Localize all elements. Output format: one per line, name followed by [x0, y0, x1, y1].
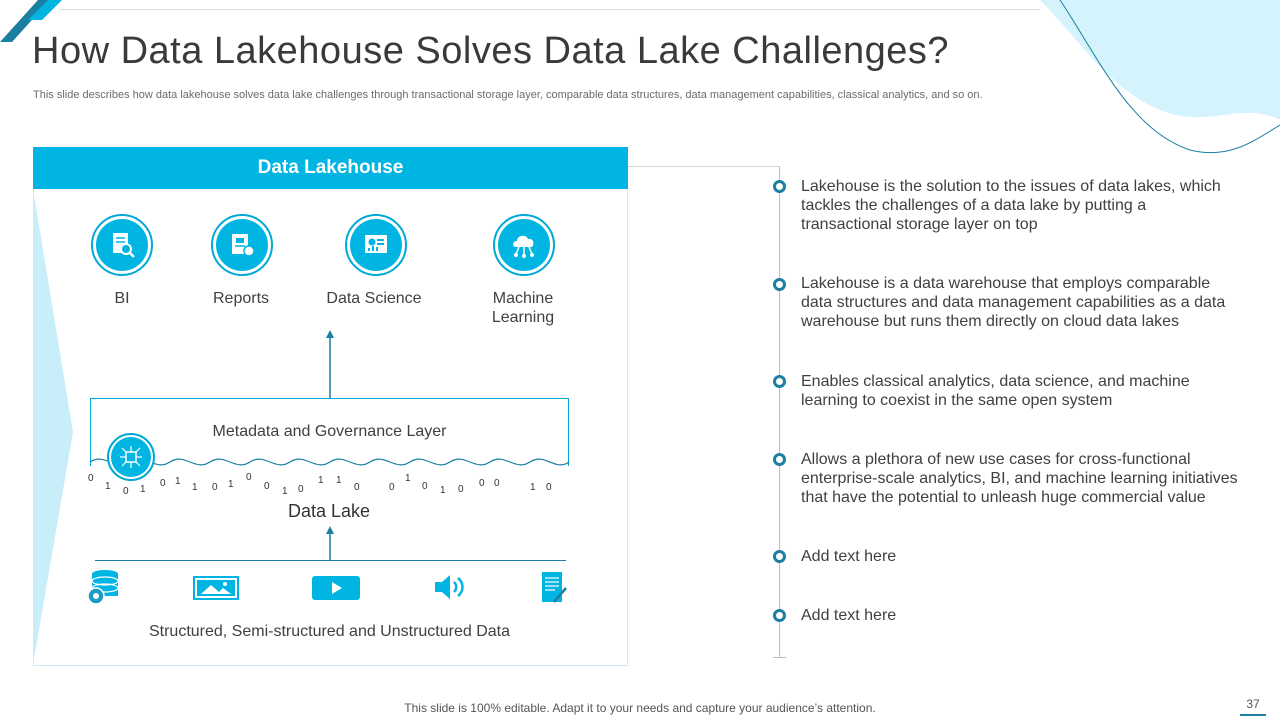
data-science-icon-circle	[345, 214, 407, 276]
bullet-text-2: Lakehouse is a data warehouse that employs comparable data structures and data management capabilities as a data warehouse but runs them directly on cloud data lakes	[801, 275, 1226, 330]
timeline-dot	[773, 453, 786, 466]
bit: 0	[264, 481, 270, 492]
bit: 0	[354, 482, 360, 493]
data-lake-label: Data Lake	[287, 501, 371, 521]
bit: 0	[494, 478, 500, 489]
cloud-network-icon	[508, 229, 540, 261]
bit: 0	[246, 472, 252, 483]
category-label-data-science: Data Science	[326, 290, 422, 307]
machine-learning-icon-circle	[493, 214, 555, 276]
video-play-icon	[312, 576, 360, 600]
bit: 0	[546, 482, 552, 493]
bit: 0	[479, 478, 485, 489]
image-icon	[193, 576, 239, 600]
bit: 0	[88, 473, 94, 484]
timeline-dot	[773, 278, 786, 291]
timeline-dot	[773, 609, 786, 622]
bit: 0	[389, 482, 395, 493]
timeline-dot	[773, 550, 786, 563]
bit: 1	[440, 485, 446, 496]
database-gear-icon	[83, 567, 123, 607]
timeline-end-cap	[773, 657, 786, 658]
panel-header: Data Lakehouse	[33, 147, 628, 189]
bit: 0	[123, 486, 129, 497]
processor-icon-circle	[107, 433, 155, 481]
arrow-up-to-categories	[320, 330, 340, 400]
bullet-text-1: Lakehouse is the solution to the issues of data lakes, which tackles the challenges of a data lake by putting a transactional storage layer on top	[801, 178, 1221, 233]
data-wave	[90, 448, 570, 478]
timeline-dot	[773, 375, 786, 388]
bit: 1	[282, 486, 288, 497]
top-divider	[60, 9, 1040, 10]
bit: 0	[160, 478, 166, 489]
bi-icon-circle	[91, 214, 153, 276]
page-number-underline	[1240, 714, 1266, 716]
category-label-bi: BI	[114, 290, 130, 307]
report-search-icon	[107, 230, 137, 260]
bit: 0	[212, 482, 218, 493]
bullet-text-3: Enables classical analytics, data science, and machine learning to coexist in the same open system	[801, 373, 1190, 409]
slide-subtitle: This slide describes how data lakehouse solves data lake challenges through transactional storage layer, comparable data structures, data management capabilities, classical analytics, and so on.	[33, 89, 983, 101]
sources-divider	[95, 560, 566, 561]
bit: 0	[422, 481, 428, 492]
bit: 1	[405, 473, 411, 484]
category-label-reports: Reports	[212, 290, 270, 307]
sources-label: Structured, Semi-structured and Unstructured Data	[148, 623, 511, 640]
timeline-connector	[628, 166, 780, 167]
bit: 1	[318, 475, 324, 486]
timeline-line	[779, 166, 780, 657]
bit: 1	[140, 484, 146, 495]
bit: 1	[228, 479, 234, 490]
bit: 1	[192, 482, 198, 493]
slide-footer: This slide is 100% editable. Adapt it to your needs and capture your audience’s attention.	[404, 701, 876, 715]
bit: 1	[105, 481, 111, 492]
bit: 1	[336, 475, 342, 486]
processor-icon	[118, 444, 144, 470]
document-edit-icon	[540, 570, 570, 606]
category-label-machine-learning: Machine Learning	[491, 290, 555, 326]
page-number: 37	[1246, 697, 1260, 711]
reports-icon	[227, 230, 257, 260]
bit: 1	[175, 476, 181, 487]
bit: 0	[458, 484, 464, 495]
slide-title: How Data Lakehouse Solves Data Lake Challenges?	[32, 30, 950, 72]
bit: 0	[298, 484, 304, 495]
metadata-governance-label: Metadata and Governance Layer	[212, 423, 447, 440]
timeline-dot	[773, 180, 786, 193]
bit: 1	[530, 482, 536, 493]
bullet-text-6: Add text here	[801, 607, 897, 624]
panel-left-accent	[33, 189, 73, 665]
data-science-icon	[361, 230, 391, 260]
reports-icon-circle	[211, 214, 273, 276]
arrow-up-to-data-lake	[320, 526, 340, 562]
speaker-icon	[433, 572, 467, 602]
bullet-text-5: Add text here	[801, 548, 897, 565]
bullet-text-4: Allows a plethora of new use cases for cross-functional enterprise-scale analytics, BI, and machine learning initiatives that have the potential to unleash huge commercial value	[801, 451, 1238, 506]
